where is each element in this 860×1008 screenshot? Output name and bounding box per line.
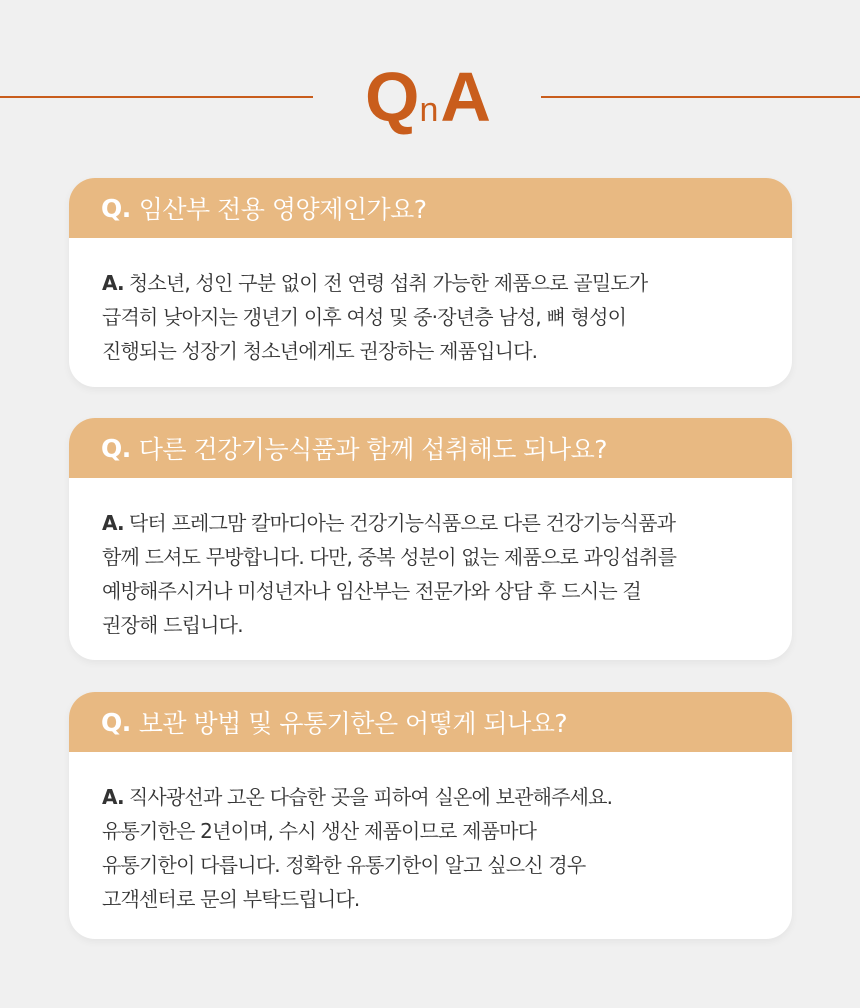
answer-prefix: A. xyxy=(102,785,124,809)
qna-header xyxy=(0,52,860,142)
faq-question-3 xyxy=(69,692,792,752)
answer-text: 청소년, 성인 구분 없이 전 연령 섭취 가능한 제품으로 골밀도가 xyxy=(128,271,648,295)
question-text: 보관 방법 및 유통기한은 어떻게 되나요? xyxy=(138,709,568,738)
answer-line xyxy=(102,506,772,540)
faq-answer-3 xyxy=(69,752,792,916)
answer-line: 고객센터로 문의 부탁드립니다. xyxy=(102,887,360,911)
answer-line: 유통기한은 2년이며, 수시 생산 제품이므로 제품마다 xyxy=(102,819,537,843)
answer-line xyxy=(102,266,772,300)
answer-line: 함께 드셔도 무방합니다. 다만, 중복 성분이 없는 제품으로 과잉섭취를 xyxy=(102,545,677,569)
answer-prefix: A. xyxy=(102,271,124,295)
logo-letter-n: n xyxy=(419,91,439,129)
answer-line: 유통기한이 다릅니다. 정확한 유통기한이 알고 싶으신 경우 xyxy=(102,853,586,877)
question-text: 임산부 전용 영양제인가요? xyxy=(138,195,427,224)
answer-prefix: A. xyxy=(102,511,124,535)
answer-line: 권장해 드립니다. xyxy=(102,613,243,637)
header-divider-right xyxy=(541,96,860,98)
answer-text: 직사광선과 고온 다습한 곳을 피하여 실온에 보관해주세요. xyxy=(128,785,613,809)
answer-line: 진행되는 성장기 청소년에게도 권장하는 제품입니다. xyxy=(102,339,538,363)
qna-logo xyxy=(313,52,541,142)
faq-card-2 xyxy=(69,418,792,660)
answer-line: 급격히 낮아지는 갱년기 이후 여성 및 중·장년층 남성, 뼈 형성이 xyxy=(102,305,627,329)
logo-letter-q: Q xyxy=(365,58,418,136)
faq-question-1 xyxy=(69,178,792,238)
faq-answer-1 xyxy=(69,238,792,368)
logo-letter-a: A xyxy=(440,58,489,136)
answer-line: 예방해주시거나 미성년자나 임산부는 전문가와 상담 후 드시는 걸 xyxy=(102,579,641,603)
question-prefix: Q. xyxy=(101,433,131,463)
question-text: 다른 건강기능식품과 함께 섭취해도 되나요? xyxy=(138,435,608,464)
faq-card-3 xyxy=(69,692,792,939)
answer-text: 닥터 프레그맘 칼마디아는 건강기능식품으로 다른 건강기능식품과 xyxy=(128,511,676,535)
header-divider-left xyxy=(0,96,313,98)
faq-answer-2 xyxy=(69,478,792,642)
question-prefix: Q. xyxy=(101,193,131,223)
answer-line xyxy=(102,780,772,814)
faq-question-2 xyxy=(69,418,792,478)
faq-card-1 xyxy=(69,178,792,387)
question-prefix: Q. xyxy=(101,707,131,737)
